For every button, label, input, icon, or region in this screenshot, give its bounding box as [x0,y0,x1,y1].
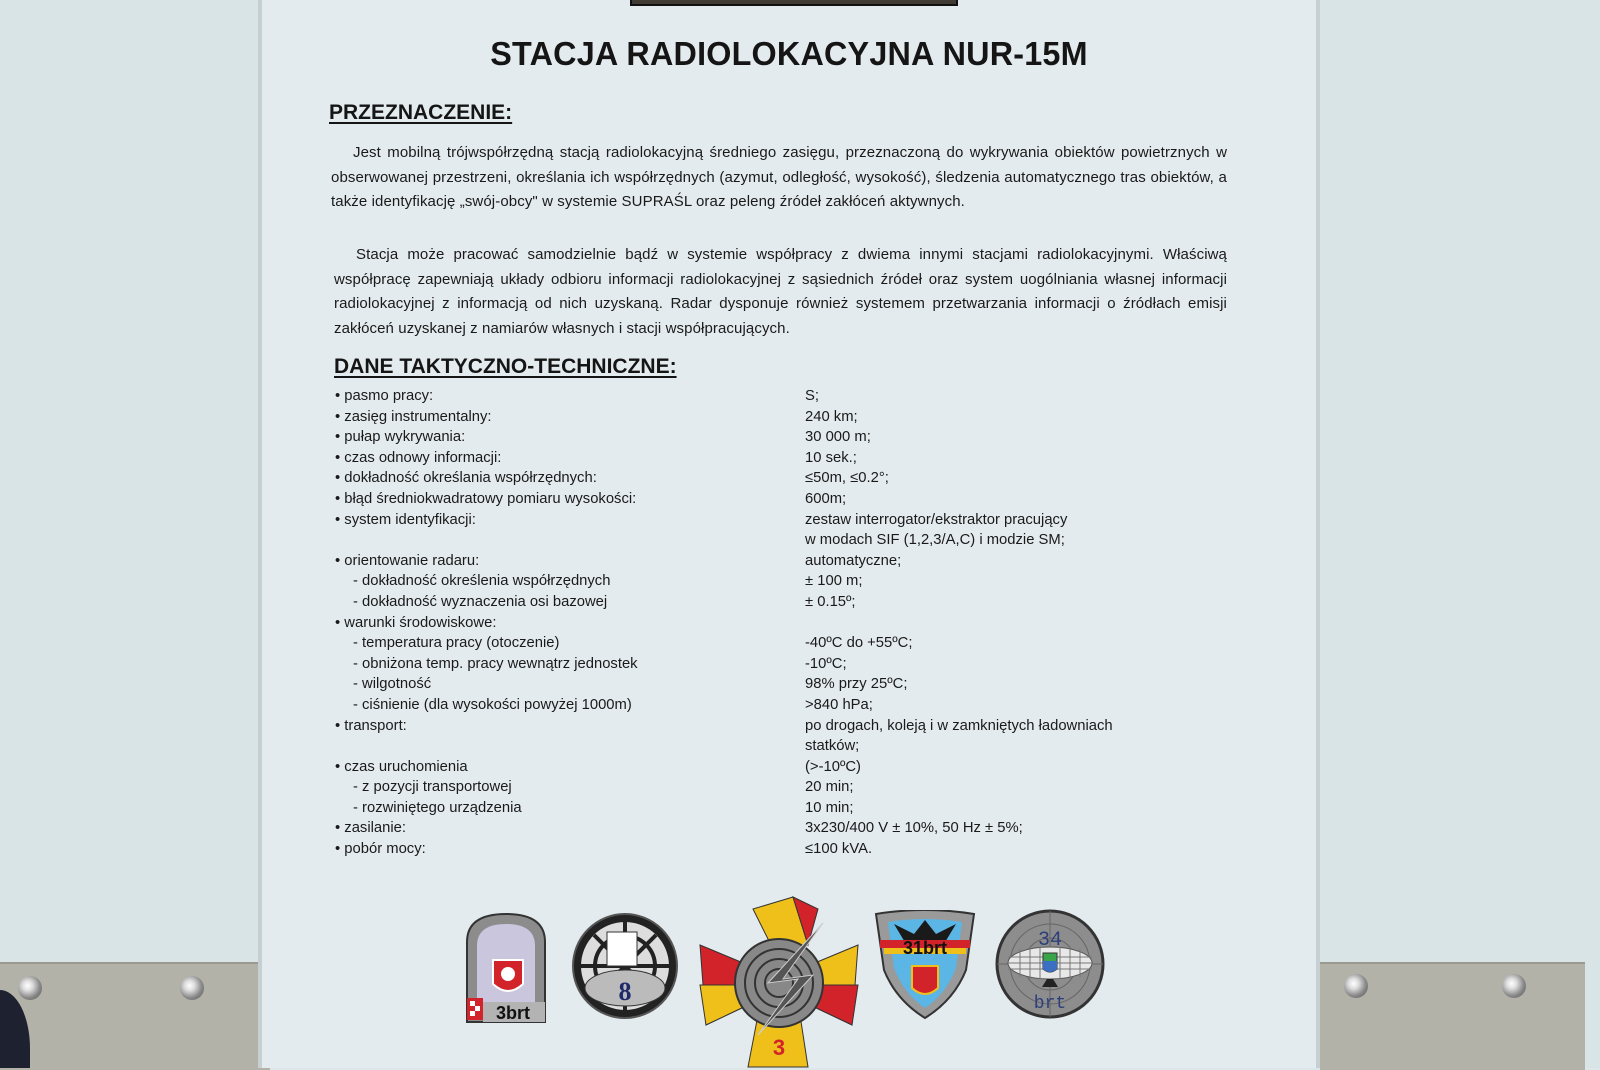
3-brigade-emblem [698,895,860,1068]
spec-value: ± 0.15º; [805,593,856,610]
wall-left [0,0,258,1068]
spec-label: • pasmo pracy: [335,388,434,404]
spec-label: - rozwiniętego urządzenia [353,799,522,816]
photo-frame [630,0,958,6]
spec-row [335,818,1235,839]
spec-row [335,448,1235,469]
spec-row [335,530,1235,551]
spec-row [335,489,1235,510]
spec-row [335,839,1235,860]
board-title: STACJA RADIOLOKACYJNA NUR-15M [490,35,1088,72]
specs-table [335,386,1235,860]
spec-label [335,530,805,551]
spec-label: • warunki środowiskowe: [335,614,497,631]
spec-row [335,427,1235,448]
spec-row [335,757,1235,778]
emblems-row [452,895,1112,1068]
spec-value: S; [805,388,819,404]
spec-label: - dokładność określenia współrzędnych [353,573,611,590]
34brt-emblem-bottom-text: brt [1033,994,1067,1014]
purpose-paragraph-2: Stacja może pracować samodzielnie bądź w systemie współpracy z dwiema innymi stacjami radiolokacyjnymi. Właściwą współpracę zapewniają układy odbioru informacji radiolokacyjnej z sąsiednich źródeł oraz system uogólniania własnej informacji radiolokacyjnej z informacją od nich uzyskaną. Radar dysponuje również systemem przetwarzania informacji o źródłach emisji zakłóceń uzyskanej z namiarów własnych i stacji współpracujących. [334,246,1227,337]
spec-value: 10 sek.; [805,449,857,466]
spec-label: - obniżona temp. pracy wewnątrz jednostek [353,655,638,672]
spec-label: - wilgotność [353,676,432,693]
spec-label: • pułap wykrywania: [335,429,466,446]
spec-row [335,798,1235,819]
spec-row [335,613,1235,634]
spec-row [335,592,1235,613]
spec-row [335,736,1235,757]
spec-row [335,716,1235,737]
spec-value: po drogach, koleją i w zamkniętych ładowniach [805,717,1113,734]
spec-label: • dokładność określania współrzędnych: [335,470,597,487]
spec-label: • czas odnowy informacji: [335,449,502,466]
34brt-emblem-top-text: 34 [1037,929,1063,952]
spec-value: >840 hPa; [805,696,873,713]
spec-value: ± 100 m; [805,573,863,590]
screw-icon [18,976,42,1000]
spec-label: • zasięg instrumentalny: [335,408,492,425]
34brt-emblem [995,909,1105,1019]
spec-row [335,407,1235,428]
spec-row [335,695,1235,716]
spec-value: 98% przy 25ºC; [805,676,908,693]
spec-value: 10 min; [805,799,854,816]
spec-value: zestaw interrogator/ekstraktor pracujący [805,511,1068,528]
spec-value: -10ºC; [805,655,847,672]
spec-label [335,736,805,757]
mounting-plate-right [1320,962,1585,1070]
info-board [262,0,1316,1068]
spec-row [335,654,1235,675]
spec-row [335,468,1235,489]
spec-row [335,386,1235,407]
spec-value: statków; [805,738,860,755]
3-brigade-emblem-text: 3 [772,1035,786,1060]
31brt-emblem [874,910,976,1020]
spec-value: w modach SIF (1,2,3/A,C) i modzie SM; [805,532,1065,549]
spec-label: • błąd średniokwadratowy pomiaru wysokości: [335,490,637,507]
spec-value: 30 000 m; [805,429,871,446]
spec-row [335,633,1235,654]
spec-value: ≤50m, ≤0.2°; [805,470,889,487]
spec-value: automatyczne; [805,552,902,569]
spec-label: • pobór mocy: [335,841,426,858]
section-heading-specs: DANE TAKTYCZNO-TECHNICZNE: [334,355,677,378]
spec-label: - temperatura pracy (otoczenie) [353,635,560,652]
3brt-emblem [463,912,549,1024]
8brt-emblem-text: 8 [618,977,632,1006]
spec-label: • orientowanie radaru: [335,552,480,569]
spec-value: 3x230/400 V ± 10%, 50 Hz ± 5%; [805,820,1023,837]
spec-label: - ciśnienie (dla wysokości powyżej 1000m) [353,696,632,713]
3brt-emblem-text: 3brt [495,1003,531,1023]
spec-value: (>-10ºC) [805,758,861,775]
section-heading-purpose: PRZEZNACZENIE: [329,101,513,124]
spec-label: • czas uruchomienia [335,758,468,775]
8brt-emblem [571,912,679,1020]
31brt-emblem-text: 31brt [902,938,948,958]
spec-label: • zasilanie: [335,820,406,837]
spec-label: - z pozycji transportowej [353,779,512,796]
spec-row [335,674,1235,695]
spec-row [335,551,1235,572]
spec-label: • system identyfikacji: [335,511,476,528]
purpose-paragraph-1: Jest mobilną trójwspółrzędną stacją radiolokacyjną średniego zasięgu, przeznaczoną do wykrywania obiektów powietrznych w obserwowanej przestrzeni, określania ich współrzędnych (azymut, odległość, wysokość), śledzenia automatycznego tras obiektów, a także identyfikację „swój-obcy" w systemie SUPRAŚL oraz peleng źródeł zakłóceń aktywnych. [331,144,1227,210]
spec-value: 240 km; [805,408,858,425]
screw-icon [1502,974,1526,998]
spec-row [335,571,1235,592]
spec-row [335,510,1235,531]
mounting-plate-left [0,962,270,1070]
spec-value: 600m; [805,490,847,507]
spec-label: • transport: [335,717,407,734]
spec-label: - dokładność wyznaczenia osi bazowej [353,593,608,610]
spec-row [335,777,1235,798]
spec-value: 20 min; [805,779,854,796]
spec-value: ≤100 kVA. [805,841,873,858]
screw-icon [180,976,204,1000]
board-edge-right [1316,0,1320,1068]
spec-value: -40ºC do +55ºC; [805,635,913,652]
screw-icon [1344,974,1368,998]
wall-right [1320,0,1600,1068]
